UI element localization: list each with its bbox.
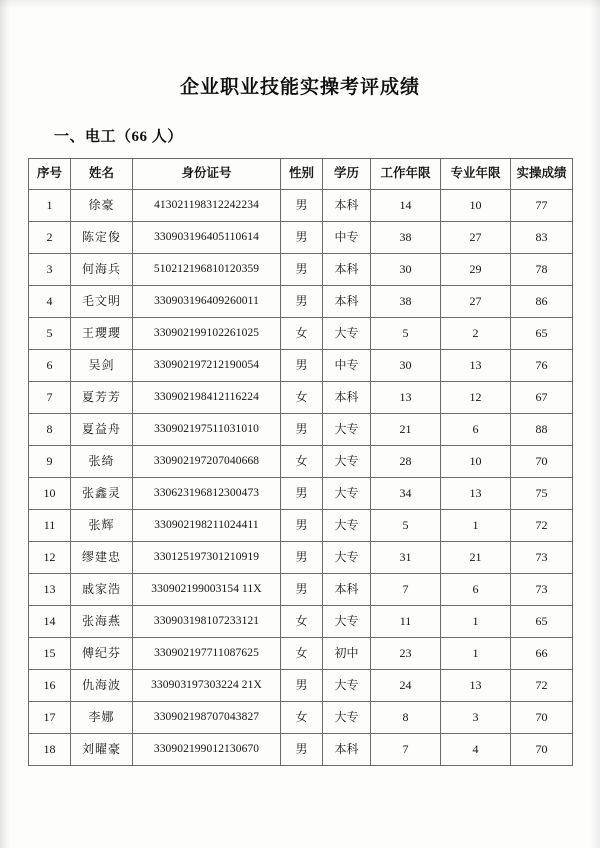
cell-major-years: 6 <box>441 414 511 446</box>
cell-education: 初中 <box>323 638 371 670</box>
cell-education: 本科 <box>323 190 371 222</box>
cell-name: 仇海波 <box>71 670 133 702</box>
cell-score: 75 <box>511 478 573 510</box>
table-row <box>29 734 573 766</box>
cell-index: 15 <box>29 638 71 670</box>
cell-id-number: 413021198312242234 <box>133 190 281 222</box>
cell-major-years: 4 <box>441 734 511 766</box>
cell-education: 大专 <box>323 542 371 574</box>
cell-gender: 男 <box>281 542 323 574</box>
cell-id-number: 330125197301210919 <box>133 542 281 574</box>
cell-id-number: 330902197207040668 <box>133 446 281 478</box>
cell-name: 王瓔瓔 <box>71 318 133 350</box>
cell-major-years: 3 <box>441 702 511 734</box>
cell-id-number: 510212196810120359 <box>133 254 281 286</box>
cell-index: 14 <box>29 606 71 638</box>
cell-gender: 男 <box>281 734 323 766</box>
cell-education: 大专 <box>323 670 371 702</box>
cell-id-number: 330623196812300473 <box>133 478 281 510</box>
cell-index: 13 <box>29 574 71 606</box>
cell-education: 中专 <box>323 350 371 382</box>
cell-work-years: 13 <box>371 382 441 414</box>
cell-major-years: 1 <box>441 510 511 542</box>
cell-work-years: 38 <box>371 222 441 254</box>
cell-major-years: 1 <box>441 638 511 670</box>
table-row <box>29 222 573 254</box>
cell-score: 72 <box>511 510 573 542</box>
cell-gender: 男 <box>281 510 323 542</box>
cell-gender: 男 <box>281 670 323 702</box>
cell-major-years: 29 <box>441 254 511 286</box>
cell-score: 65 <box>511 606 573 638</box>
cell-score: 83 <box>511 222 573 254</box>
cell-score: 76 <box>511 350 573 382</box>
table-row <box>29 350 573 382</box>
cell-work-years: 14 <box>371 190 441 222</box>
cell-education: 中专 <box>323 222 371 254</box>
cell-index: 4 <box>29 286 71 318</box>
cell-gender: 女 <box>281 318 323 350</box>
cell-score: 86 <box>511 286 573 318</box>
cell-work-years: 23 <box>371 638 441 670</box>
cell-score: 70 <box>511 734 573 766</box>
cell-work-years: 30 <box>371 350 441 382</box>
cell-score: 67 <box>511 382 573 414</box>
cell-name: 陈定俊 <box>71 222 133 254</box>
column-header-gender: 性别 <box>281 159 323 190</box>
cell-name: 张鑫灵 <box>71 478 133 510</box>
table-header-row <box>29 159 573 190</box>
table-row <box>29 414 573 446</box>
cell-major-years: 27 <box>441 222 511 254</box>
column-header-id-number: 身份证号 <box>133 159 281 190</box>
table-row <box>29 478 573 510</box>
cell-education: 大专 <box>323 702 371 734</box>
cell-gender: 女 <box>281 382 323 414</box>
cell-work-years: 24 <box>371 670 441 702</box>
cell-score: 73 <box>511 542 573 574</box>
cell-major-years: 2 <box>441 318 511 350</box>
column-header-score: 实操成绩 <box>511 159 573 190</box>
cell-major-years: 10 <box>441 190 511 222</box>
cell-gender: 女 <box>281 446 323 478</box>
cell-id-number: 330902197711087625 <box>133 638 281 670</box>
cell-name: 夏芳芳 <box>71 382 133 414</box>
cell-index: 16 <box>29 670 71 702</box>
cell-index: 5 <box>29 318 71 350</box>
cell-major-years: 27 <box>441 286 511 318</box>
cell-work-years: 21 <box>371 414 441 446</box>
grades-table <box>28 158 573 766</box>
cell-score: 70 <box>511 702 573 734</box>
cell-score: 70 <box>511 446 573 478</box>
cell-id-number: 330903196409260011 <box>133 286 281 318</box>
page-title: 企业职业技能实操考评成绩 <box>179 77 420 98</box>
cell-education: 本科 <box>323 382 371 414</box>
cell-work-years: 8 <box>371 702 441 734</box>
cell-gender: 男 <box>281 254 323 286</box>
cell-name: 张绮 <box>71 446 133 478</box>
cell-gender: 男 <box>281 350 323 382</box>
cell-education: 本科 <box>323 734 371 766</box>
cell-work-years: 38 <box>371 286 441 318</box>
cell-score: 77 <box>511 190 573 222</box>
table-row <box>29 382 573 414</box>
cell-major-years: 13 <box>441 478 511 510</box>
cell-index: 10 <box>29 478 71 510</box>
cell-name: 张海燕 <box>71 606 133 638</box>
cell-score: 66 <box>511 638 573 670</box>
cell-major-years: 1 <box>441 606 511 638</box>
cell-gender: 男 <box>281 574 323 606</box>
cell-index: 3 <box>29 254 71 286</box>
table-row <box>29 606 573 638</box>
cell-gender: 男 <box>281 222 323 254</box>
cell-work-years: 34 <box>371 478 441 510</box>
cell-education: 本科 <box>323 286 371 318</box>
cell-id-number: 330902197511031010 <box>133 414 281 446</box>
cell-education: 本科 <box>323 574 371 606</box>
cell-index: 18 <box>29 734 71 766</box>
table-row <box>29 286 573 318</box>
cell-index: 9 <box>29 446 71 478</box>
column-header-index: 序号 <box>29 159 71 190</box>
cell-major-years: 10 <box>441 446 511 478</box>
table-row <box>29 702 573 734</box>
cell-major-years: 6 <box>441 574 511 606</box>
cell-gender: 男 <box>281 414 323 446</box>
cell-index: 1 <box>29 190 71 222</box>
cell-gender: 男 <box>281 286 323 318</box>
cell-gender: 女 <box>281 638 323 670</box>
cell-id-number: 330902199012130670 <box>133 734 281 766</box>
cell-score: 78 <box>511 254 573 286</box>
cell-work-years: 5 <box>371 318 441 350</box>
cell-id-number: 330902198211024411 <box>133 510 281 542</box>
cell-name: 刘曜豪 <box>71 734 133 766</box>
cell-work-years: 30 <box>371 254 441 286</box>
cell-index: 12 <box>29 542 71 574</box>
cell-id-number: 330903196405110614 <box>133 222 281 254</box>
cell-index: 2 <box>29 222 71 254</box>
cell-education: 大专 <box>323 446 371 478</box>
cell-name: 夏益舟 <box>71 414 133 446</box>
cell-id-number: 330902197212190054 <box>133 350 281 382</box>
cell-major-years: 12 <box>441 382 511 414</box>
cell-score: 65 <box>511 318 573 350</box>
table-row <box>29 670 573 702</box>
cell-index: 8 <box>29 414 71 446</box>
cell-gender: 男 <box>281 478 323 510</box>
cell-id-number: 330902199102261025 <box>133 318 281 350</box>
cell-major-years: 13 <box>441 670 511 702</box>
column-header-name: 姓名 <box>71 159 133 190</box>
cell-major-years: 21 <box>441 542 511 574</box>
cell-education: 大专 <box>323 606 371 638</box>
table-row <box>29 318 573 350</box>
cell-name: 戚家浩 <box>71 574 133 606</box>
cell-work-years: 7 <box>371 574 441 606</box>
cell-score: 88 <box>511 414 573 446</box>
cell-work-years: 7 <box>371 734 441 766</box>
cell-id-number: 330903198107233121 <box>133 606 281 638</box>
cell-id-number: 330902198412116224 <box>133 382 281 414</box>
table-row <box>29 574 573 606</box>
table-row <box>29 190 573 222</box>
cell-id-number: 330903197303224 21X <box>133 670 281 702</box>
cell-education: 本科 <box>323 254 371 286</box>
cell-index: 11 <box>29 510 71 542</box>
cell-education: 大专 <box>323 414 371 446</box>
table-row <box>29 254 573 286</box>
cell-name: 毛文明 <box>71 286 133 318</box>
cell-gender: 女 <box>281 702 323 734</box>
cell-id-number: 330902198707043827 <box>133 702 281 734</box>
cell-name: 何海兵 <box>71 254 133 286</box>
table-row <box>29 446 573 478</box>
cell-name: 张辉 <box>71 510 133 542</box>
cell-gender: 女 <box>281 606 323 638</box>
section-heading: 一、电工（66 人） <box>54 129 183 145</box>
table-row <box>29 542 573 574</box>
cell-name: 缪建忠 <box>71 542 133 574</box>
cell-name: 李娜 <box>71 702 133 734</box>
cell-name: 徐豪 <box>71 190 133 222</box>
cell-work-years: 11 <box>371 606 441 638</box>
cell-score: 73 <box>511 574 573 606</box>
cell-work-years: 31 <box>371 542 441 574</box>
column-header-major-years: 专业年限 <box>441 159 511 190</box>
table-row <box>29 638 573 670</box>
grades-table-container <box>0 158 600 766</box>
cell-education: 大专 <box>323 478 371 510</box>
cell-gender: 男 <box>281 190 323 222</box>
cell-name: 吴剑 <box>71 350 133 382</box>
cell-index: 6 <box>29 350 71 382</box>
cell-education: 大专 <box>323 510 371 542</box>
column-header-education: 学历 <box>323 159 371 190</box>
cell-index: 17 <box>29 702 71 734</box>
cell-major-years: 13 <box>441 350 511 382</box>
cell-name: 傅纪芬 <box>71 638 133 670</box>
cell-index: 7 <box>29 382 71 414</box>
cell-id-number: 330902199003154 11X <box>133 574 281 606</box>
cell-work-years: 5 <box>371 510 441 542</box>
cell-education: 大专 <box>323 318 371 350</box>
cell-score: 72 <box>511 670 573 702</box>
table-row <box>29 510 573 542</box>
cell-work-years: 28 <box>371 446 441 478</box>
column-header-work-years: 工作年限 <box>371 159 441 190</box>
